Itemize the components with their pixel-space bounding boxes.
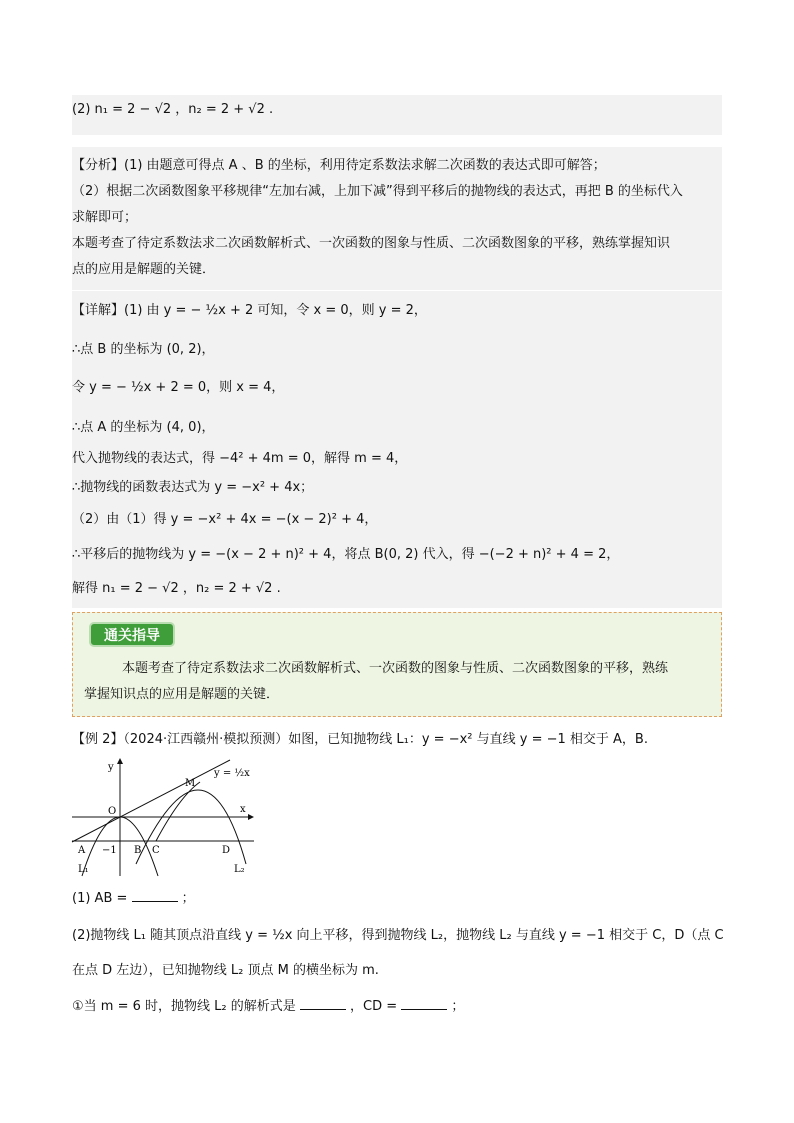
fig-label-neg1: −1	[102, 845, 117, 856]
question-2-part-1-prefix: ①当 m = 6 时，抛物线 L₂ 的解析式是	[72, 999, 296, 1014]
tip-badge: 通关指导	[89, 622, 175, 647]
answer-blank-expression[interactable]	[300, 997, 346, 1010]
analysis-line-5: 点的应用是解题的关键．	[72, 262, 216, 277]
question-2-line-2: 在点 D 左边），已知抛物线 L₂ 顶点 M 的横坐标为 m.	[72, 963, 379, 978]
fig-label-y: y	[108, 762, 114, 773]
detail-line-7: （2）由（1）得 y = −x² + 4x = −(x − 2)² + 4，	[72, 512, 378, 527]
detail-line-1: 【详解】(1) 由 y = − ½x + 2 可知，令 x = 0，则 y = 2，	[72, 303, 427, 318]
answer-blank-cd[interactable]	[401, 997, 447, 1010]
fig-label-m: M	[185, 778, 196, 789]
answer-blank-ab[interactable]	[132, 889, 178, 902]
fig-label-l1: L₁	[78, 864, 89, 875]
example-title: 【例 2】（2024·江西赣州·模拟预测）如图，已知抛物线 L₁：y = −x² 与直线 y = −1 相交于 A，B.	[72, 732, 648, 747]
analysis-line-2: （2）根据二次函数图象平移规律“左加右减，上加下减”得到平移后的抛物线的表达式，再把 B 的坐标代入	[72, 184, 683, 199]
question-2-part-1-mid: ，CD =	[350, 999, 398, 1014]
analysis-line-1: 【分析】(1) 由题意可得点 A 、B 的坐标，利用待定系数法求解二次函数的表达式即可解答；	[72, 158, 606, 173]
question-1-prefix: (1) AB =	[72, 891, 128, 906]
analysis-line-4: 本题考查了待定系数法求二次函数解析式、一次函数的图象与性质、二次函数图象的平移，熟练掌握知识	[72, 236, 671, 251]
detail-line-6: ∴抛物线的函数表达式为 y = −x² + 4x；	[72, 480, 314, 495]
detail-line-3: 令 y = − ½x + 2 = 0，则 x = 4，	[72, 380, 285, 395]
y-axis-arrow	[117, 758, 123, 764]
question-2-line-1: (2)抛物线 L₁ 随其顶点沿直线 y = ½x 向上平移，得到抛物线 L₂，抛物线 L₂ 与直线 y = −1 相交于 C，D（点 C	[72, 928, 724, 943]
tip-text-1: 本题考查了待定系数法求二次函数解析式、一次函数的图象与性质、二次函数图象的平移，熟练	[122, 661, 669, 676]
line-half-x	[72, 760, 230, 842]
fig-label-l2: L₂	[234, 864, 245, 875]
fig-label-o: O	[108, 806, 117, 817]
analysis-line-3: 求解即可；	[72, 210, 138, 225]
fig-label-line: y = ½x	[214, 768, 250, 779]
detail-line-5: 代入抛物线的表达式，得 −4² + 4m = 0，解得 m = 4，	[72, 451, 408, 466]
question-2-part-1	[72, 997, 464, 1016]
question-2-part-1-suffix: ；	[451, 999, 465, 1014]
fig-label-c: C	[152, 845, 160, 856]
detail-line-9: 解得 n₁ = 2 − √2 ，n₂ = 2 + √2 .	[72, 581, 281, 596]
fig-label-a: A	[78, 845, 86, 856]
x-axis-arrow	[248, 814, 254, 820]
question-1	[72, 889, 195, 908]
detail-line-2: ∴点 B 的坐标为 (0, 2)，	[72, 342, 215, 357]
detail-line-4: ∴点 A 的坐标为 (4, 0)，	[72, 420, 215, 435]
fig-label-x: x	[240, 804, 246, 815]
question-1-suffix: ；	[181, 891, 195, 906]
detail-line-8: ∴平移后的抛物线为 y = −(x − 2 + n)² + 4，将点 B(0, 2) 代入，得 −(−2 + n)² + 4 = 2，	[72, 547, 620, 562]
fig-label-b: B	[134, 845, 142, 856]
answer-line: (2) n₁ = 2 − √2 ，n₂ = 2 + √2 .	[72, 102, 274, 117]
tip-text-2: 掌握知识点的应用是解题的关键．	[84, 687, 280, 702]
parabola-figure	[68, 756, 258, 881]
fig-label-d: D	[222, 845, 231, 856]
